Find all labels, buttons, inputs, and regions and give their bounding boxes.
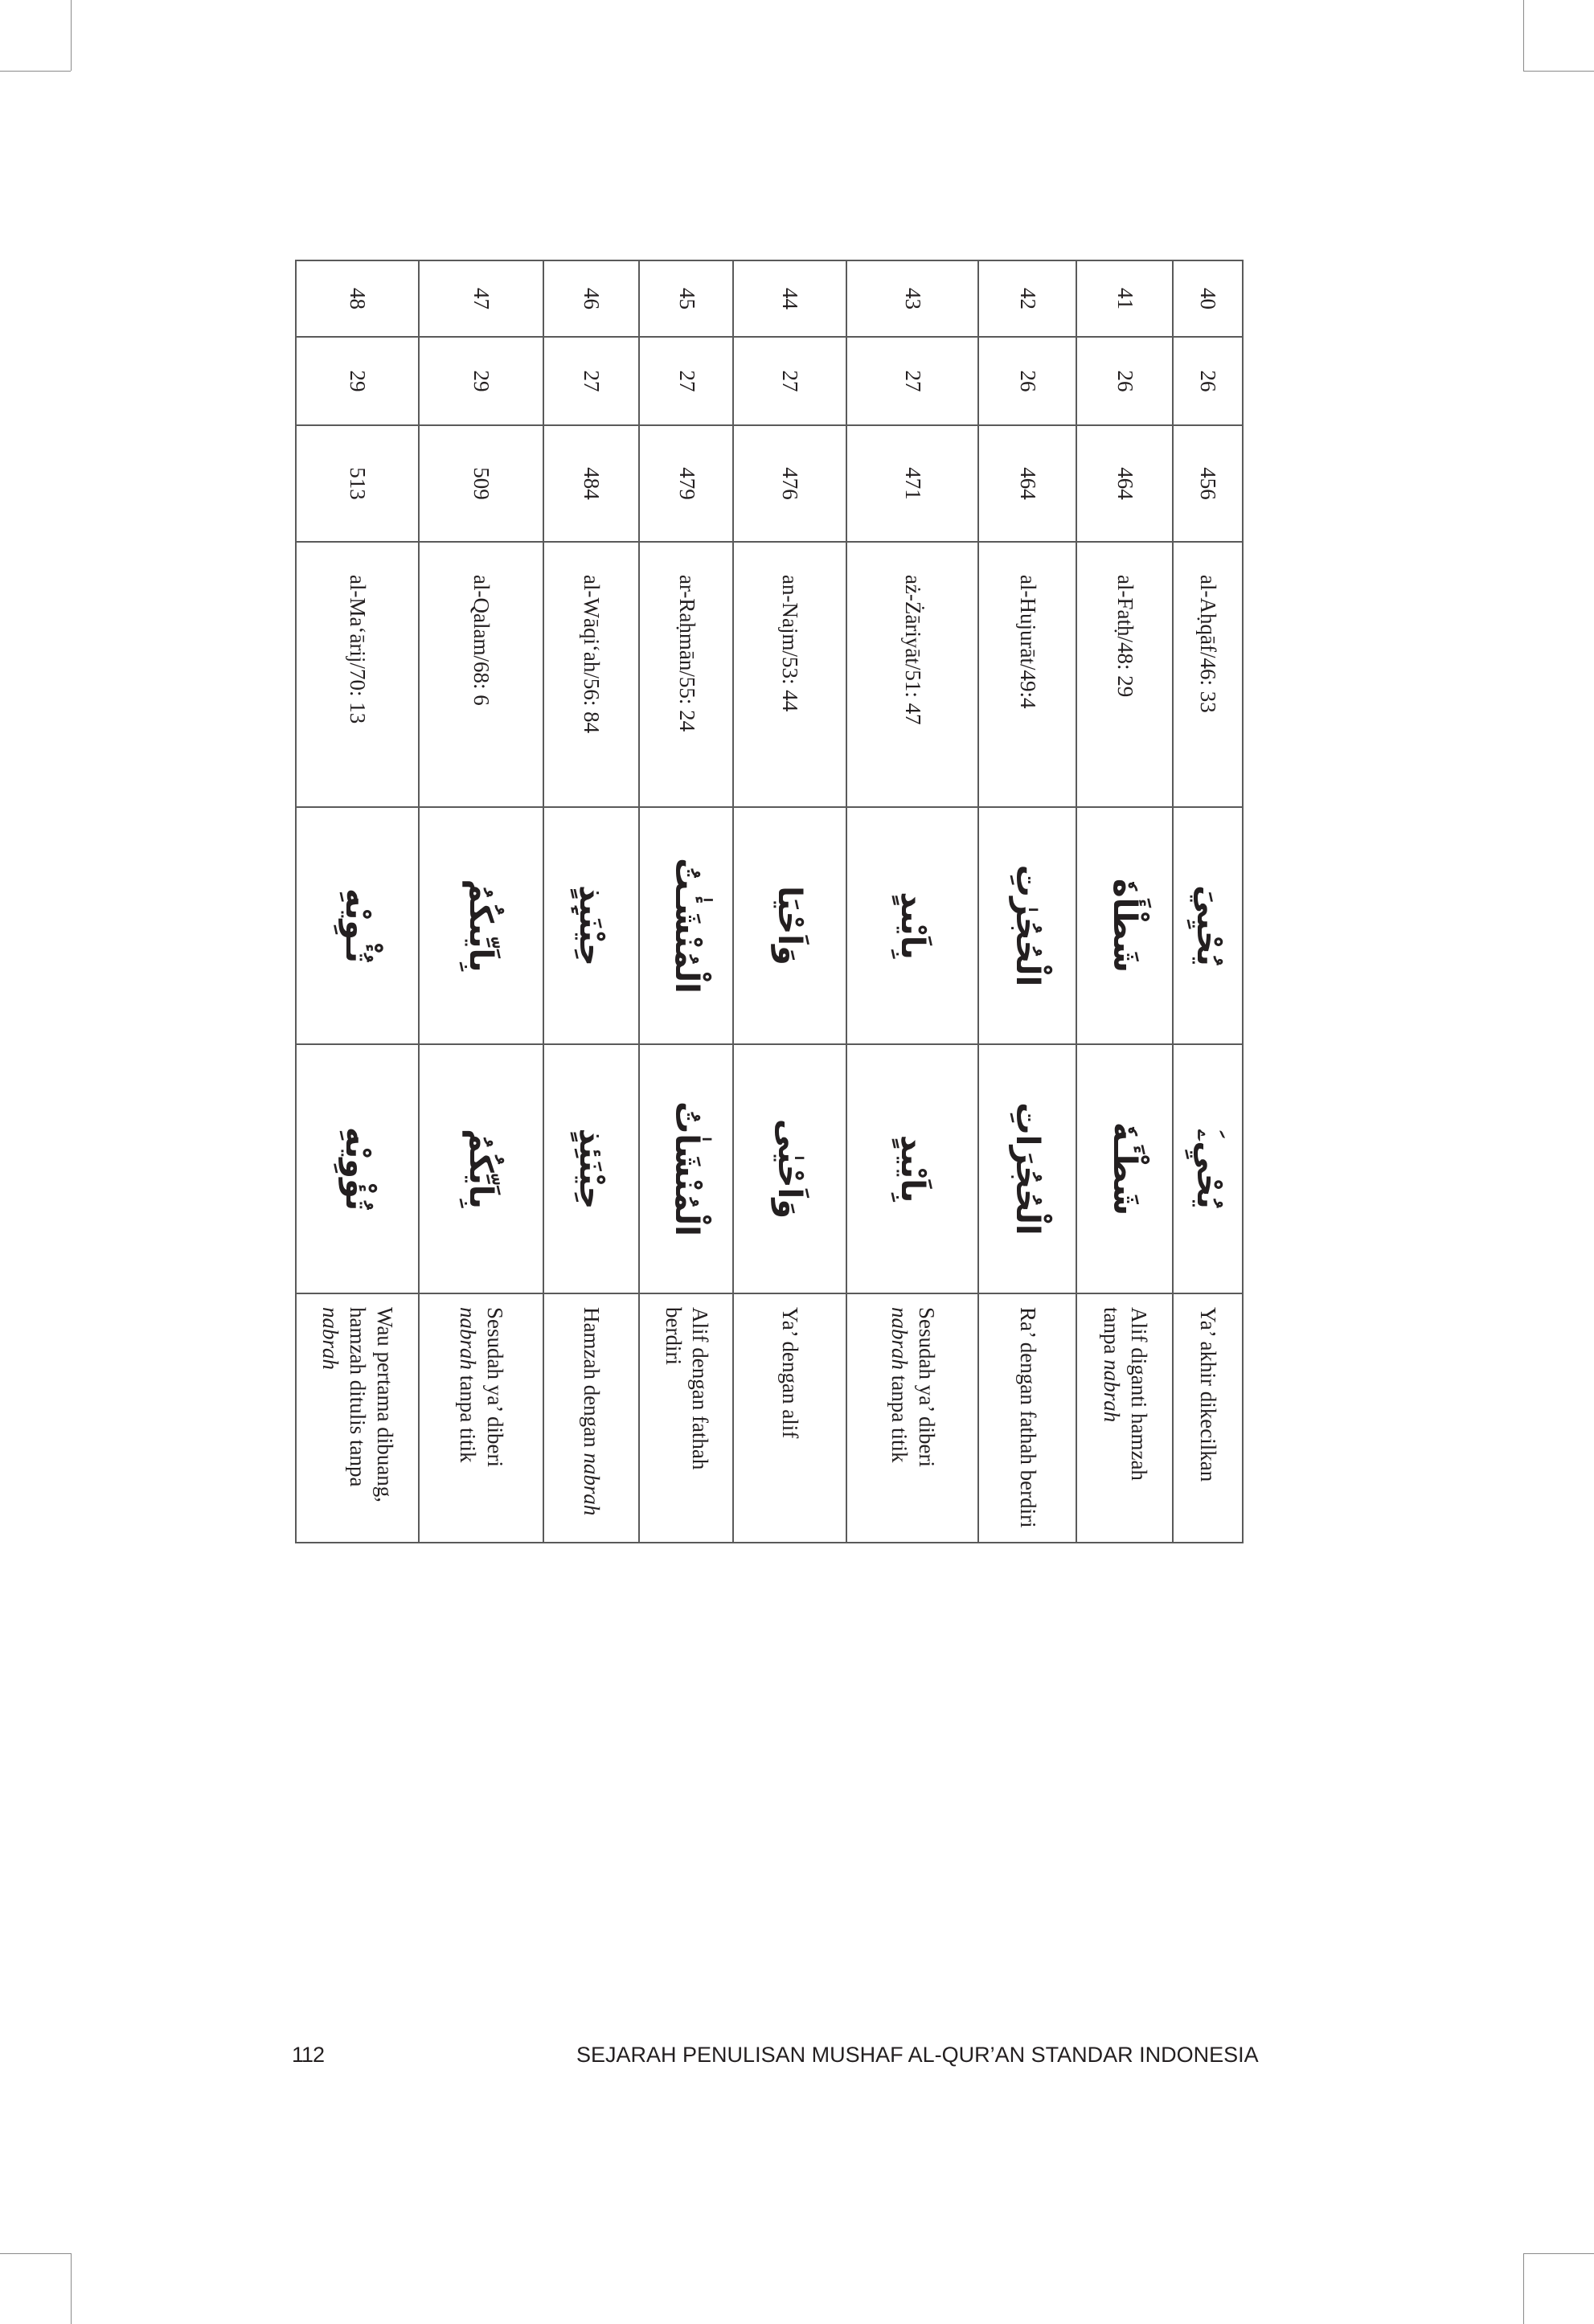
arabic-rasm-b: بِاَيْيدٍ bbox=[846, 1044, 978, 1293]
row-number: 46 bbox=[543, 260, 640, 337]
table-row bbox=[846, 260, 978, 1543]
crop-mark bbox=[1523, 71, 1594, 72]
description-text: Alif diganti hamzah tanpa bbox=[1100, 1307, 1151, 1481]
change-description bbox=[978, 1293, 1076, 1543]
surah-ayah-reference: al-Qalam/68: 6 bbox=[419, 542, 543, 807]
change-description bbox=[846, 1293, 978, 1543]
surah-ayah-reference: al-Wāqi‘ah/56: 84 bbox=[543, 542, 640, 807]
surah-ayah-reference: al-Ma‘ārij/70: 13 bbox=[296, 542, 419, 807]
arabic-rasm-b: شَطْـَٔهٗ bbox=[1076, 1044, 1173, 1293]
change-description bbox=[419, 1293, 543, 1543]
page-number-cell: 464 bbox=[1076, 425, 1173, 542]
arabic-rasm-a: الْمُنْشَـٰٔتُ bbox=[639, 807, 733, 1044]
description-text: Ya’ akhir dikecilkan bbox=[1196, 1307, 1221, 1482]
arabic-rasm-a: يُحْيِيَ bbox=[1173, 807, 1243, 1044]
juz-number: 27 bbox=[846, 337, 978, 425]
arabic-rasm-b: يُحْيِۦَ bbox=[1173, 1044, 1243, 1293]
juz-number: 26 bbox=[1173, 337, 1243, 425]
row-number: 41 bbox=[1076, 260, 1173, 337]
row-number: 45 bbox=[639, 260, 733, 337]
crop-mark bbox=[0, 2253, 71, 2254]
crop-mark bbox=[71, 2253, 72, 2324]
table-row bbox=[296, 260, 419, 1543]
arabic-rasm-b: الْحُجُرَاتِ bbox=[978, 1044, 1076, 1293]
change-description bbox=[1076, 1293, 1173, 1543]
juz-number: 27 bbox=[733, 337, 846, 425]
description-italic-term: nabrah bbox=[887, 1307, 912, 1371]
change-description bbox=[1173, 1293, 1243, 1543]
arabic-rasm-a: شَطْأَهٗ bbox=[1076, 807, 1173, 1044]
description-text: Alif dengan fathah berdiri bbox=[661, 1307, 713, 1470]
arabic-rasm-a: تُـْٔوِيْهِ bbox=[296, 807, 419, 1044]
juz-number: 27 bbox=[639, 337, 733, 425]
table-row bbox=[639, 260, 733, 1543]
table-row bbox=[733, 260, 846, 1543]
row-number: 42 bbox=[978, 260, 1076, 337]
table-row bbox=[978, 260, 1076, 1543]
crop-mark bbox=[1523, 2253, 1594, 2254]
table-row bbox=[1173, 260, 1243, 1543]
change-description bbox=[733, 1293, 846, 1543]
page-number-cell: 464 bbox=[978, 425, 1076, 542]
row-number: 43 bbox=[846, 260, 978, 337]
arabic-rasm-b: الْمُنْشَاٰتُ bbox=[639, 1044, 733, 1293]
crop-mark bbox=[71, 0, 72, 71]
row-number: 44 bbox=[733, 260, 846, 337]
table-row bbox=[1076, 260, 1173, 1543]
surah-ayah-reference: al-Hujurāt/49:4 bbox=[978, 542, 1076, 807]
running-title: SEJARAH PENULISAN MUSHAF AL-QUR’AN STANDAR INDONESIA bbox=[576, 2043, 1259, 2067]
page-number-cell: 456 bbox=[1173, 425, 1243, 542]
description-italic-term: nabrah bbox=[456, 1307, 481, 1371]
description-text: Hamzah dengan bbox=[580, 1307, 604, 1453]
arabic-rasm-a: بِاَيْىدٍ bbox=[846, 807, 978, 1044]
juz-number: 26 bbox=[978, 337, 1076, 425]
surah-ayah-reference: al-Fatḥ/48: 29 bbox=[1076, 542, 1173, 807]
row-number: 40 bbox=[1173, 260, 1243, 337]
description-text-after: tanpa titik bbox=[456, 1370, 481, 1463]
description-italic-term: nabrah bbox=[580, 1453, 604, 1516]
change-description bbox=[296, 1293, 419, 1543]
table-row bbox=[543, 260, 640, 1543]
change-description bbox=[639, 1293, 733, 1543]
juz-number: 27 bbox=[543, 337, 640, 425]
description-text: Sesudah ya’ diberi bbox=[482, 1307, 507, 1467]
page-number-cell: 471 bbox=[846, 425, 978, 542]
page-number: 112 bbox=[292, 2043, 325, 2067]
page-number-cell: 484 bbox=[543, 425, 640, 542]
surah-ayah-reference: al-Aḥqāf/46: 33 bbox=[1173, 542, 1243, 807]
description-italic-term: nabrah bbox=[1100, 1359, 1125, 1423]
surah-ayah-reference: aż-Żāriyāt/51: 47 bbox=[846, 542, 978, 807]
rotated-table-block bbox=[295, 260, 1244, 1542]
page-number-cell: 476 bbox=[733, 425, 846, 542]
row-number: 48 bbox=[296, 260, 419, 337]
crop-mark bbox=[1523, 2253, 1524, 2324]
page-number-cell: 513 bbox=[296, 425, 419, 542]
row-number: 47 bbox=[419, 260, 543, 337]
page-number-cell: 479 bbox=[639, 425, 733, 542]
arabic-rasm-a: حِيْنَىِٕذٍ bbox=[543, 807, 640, 1044]
surah-ayah-reference: ar-Raḥmān/55: 24 bbox=[639, 542, 733, 807]
page-number-cell: 509 bbox=[419, 425, 543, 542]
juz-number: 26 bbox=[1076, 337, 1173, 425]
rasm-comparison-table bbox=[295, 260, 1244, 1543]
description-text-after: tanpa titik bbox=[887, 1370, 912, 1463]
crop-mark bbox=[0, 71, 71, 72]
description-text: Sesudah ya’ diberi bbox=[914, 1307, 939, 1467]
change-description bbox=[543, 1293, 640, 1543]
arabic-rasm-b: حِيْنَئِذٍ bbox=[543, 1044, 640, 1293]
arabic-rasm-b: تُؤْوِيْهِ bbox=[296, 1044, 419, 1293]
juz-number: 29 bbox=[296, 337, 419, 425]
description-text: Ya’ dengan alif bbox=[778, 1307, 803, 1439]
description-text: Ra’ dengan fathah berdiri bbox=[1016, 1307, 1041, 1528]
juz-number: 29 bbox=[419, 337, 543, 425]
crop-mark bbox=[1523, 0, 1524, 71]
table-body bbox=[296, 260, 1243, 1543]
arabic-rasm-b: بِاَيِّكُمُ bbox=[419, 1044, 543, 1293]
arabic-rasm-a: الْحُجُرٰتِ bbox=[978, 807, 1076, 1044]
arabic-rasm-a: وَاَحْيَا bbox=[733, 807, 846, 1044]
description-italic-term: nabrah bbox=[318, 1307, 343, 1371]
arabic-rasm-b: وَاَحْيٰى bbox=[733, 1044, 846, 1293]
arabic-rasm-a: بِاَيِّىكُمُ bbox=[419, 807, 543, 1044]
description-text: Wau pertama dibuang, hamzah ditulis tanpa bbox=[346, 1307, 397, 1502]
table-row bbox=[419, 260, 543, 1543]
surah-ayah-reference: an-Najm/53: 44 bbox=[733, 542, 846, 807]
